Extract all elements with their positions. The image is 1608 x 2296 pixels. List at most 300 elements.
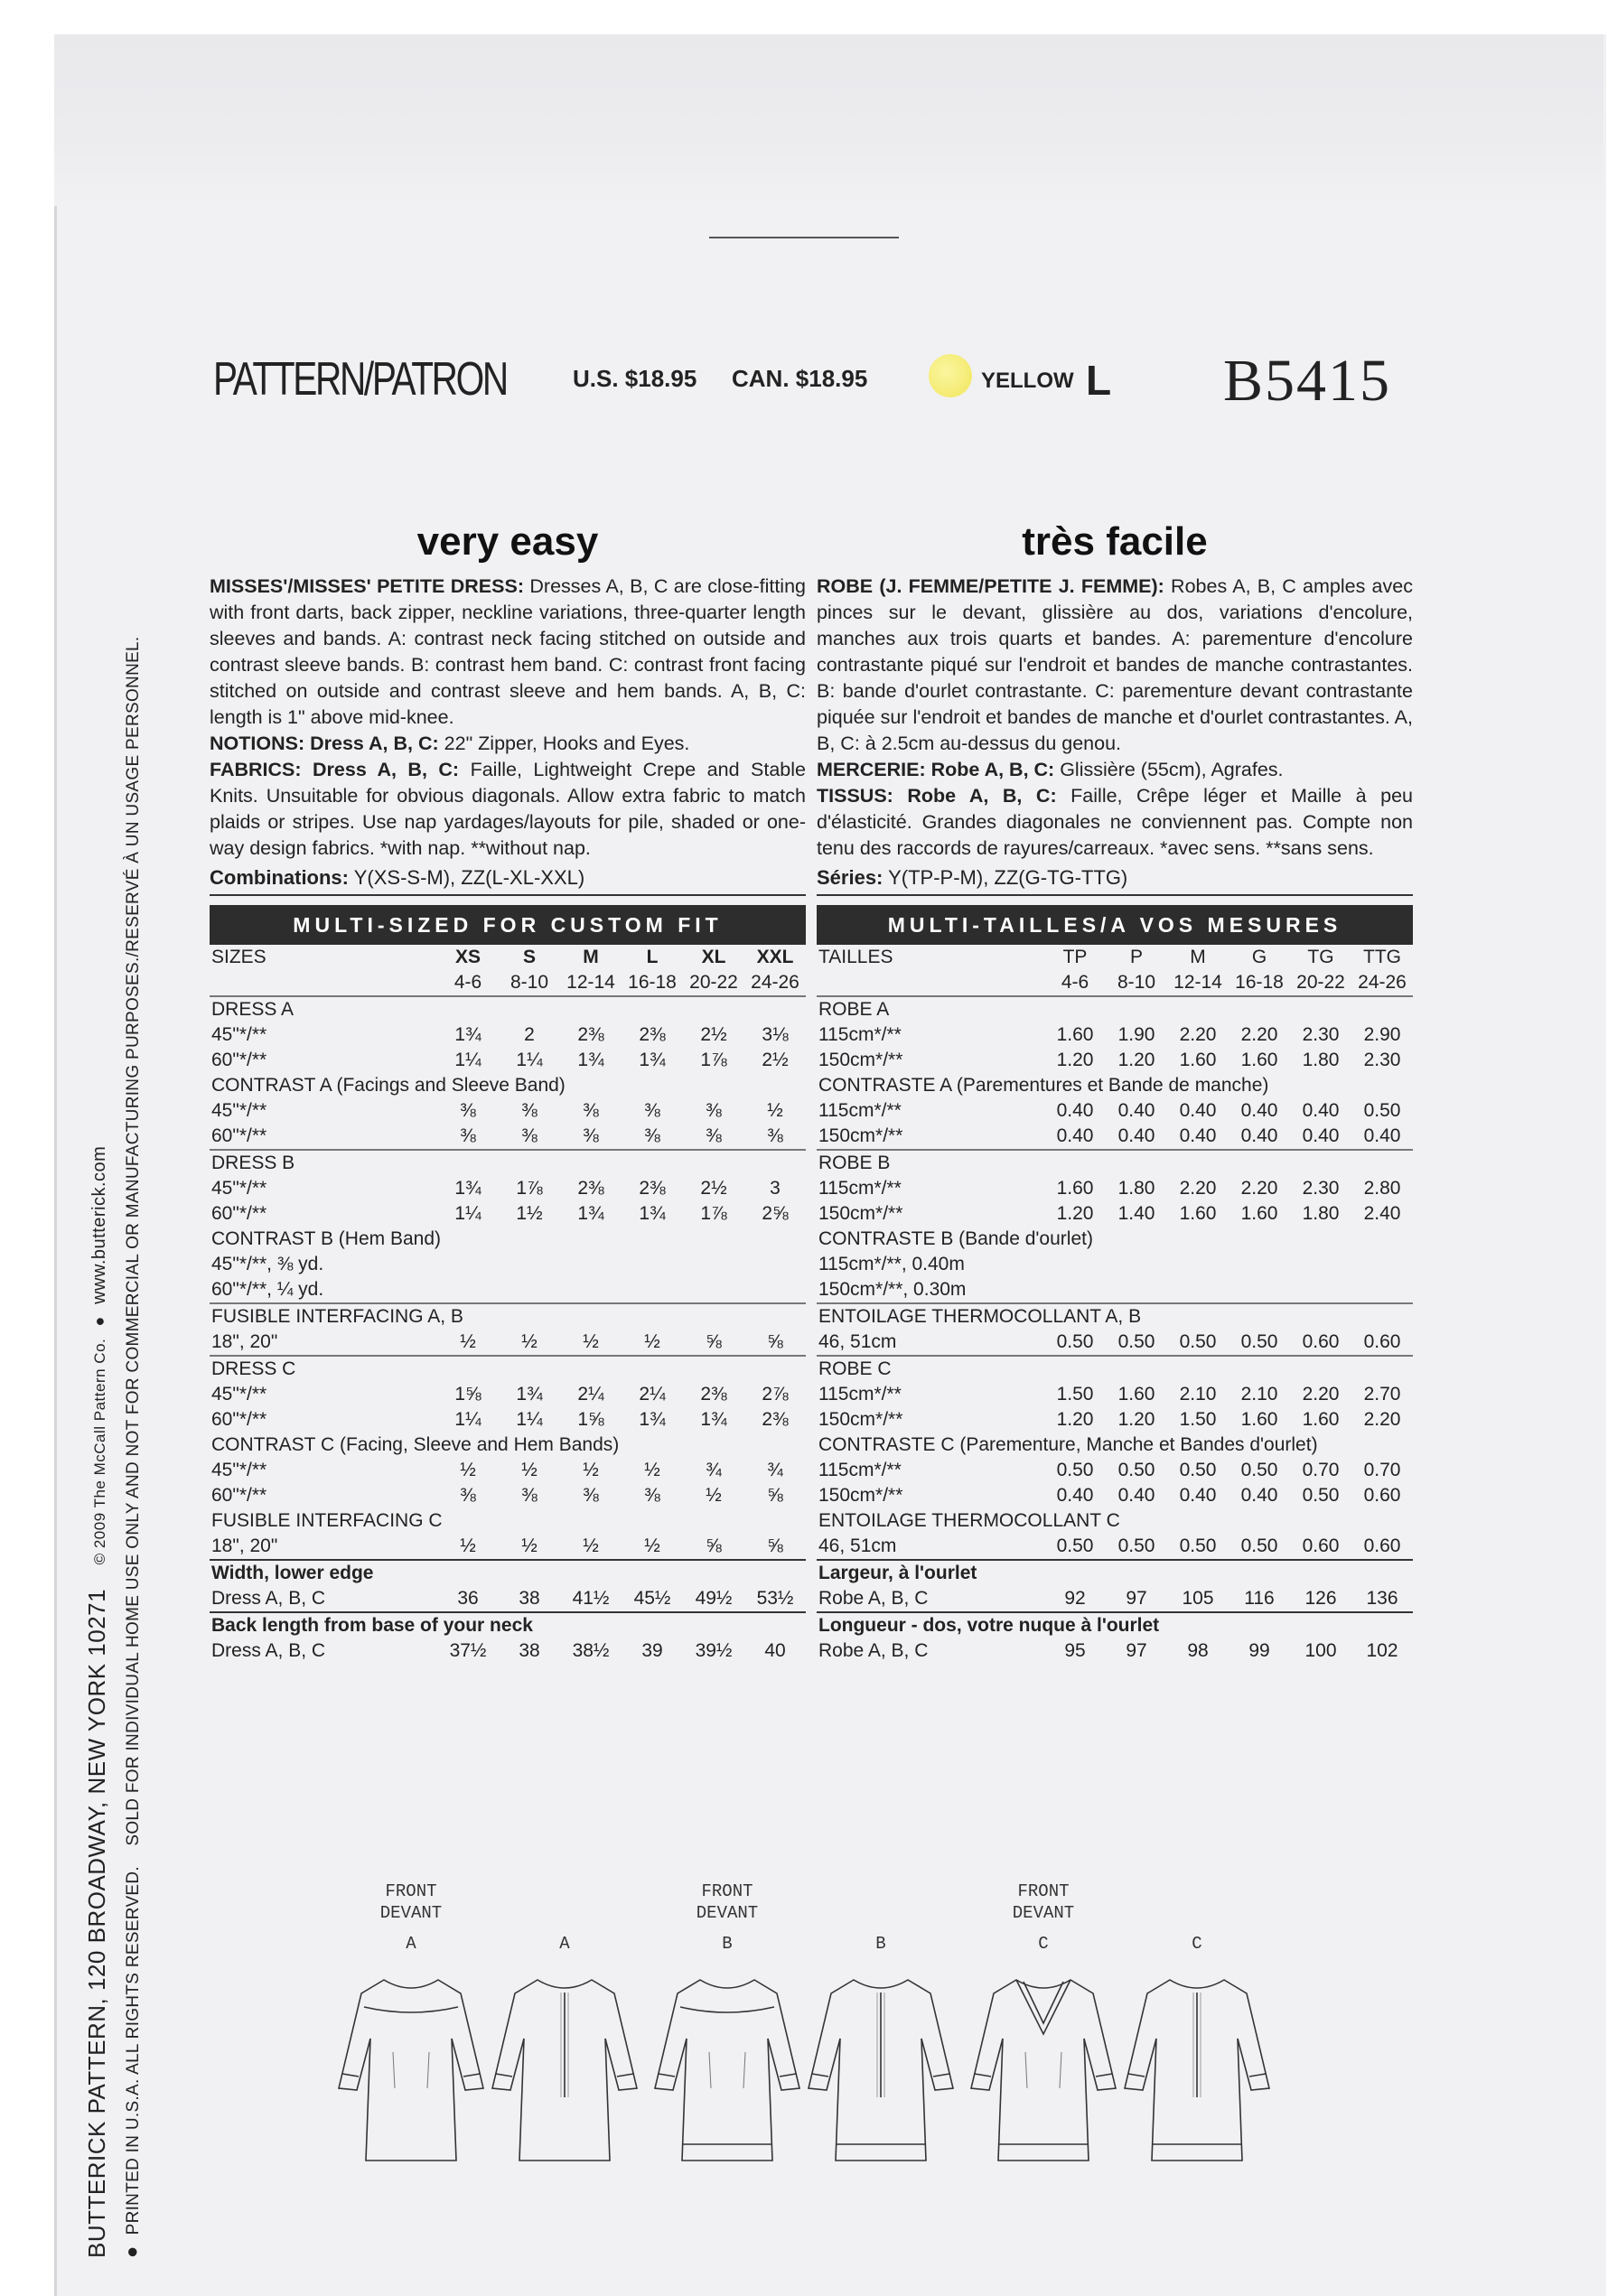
sketch-letter: A bbox=[406, 1934, 416, 1954]
sketch-letter: A bbox=[559, 1934, 570, 1954]
section-label: ROBE C bbox=[817, 1356, 1413, 1382]
size-range: 12-14 bbox=[566, 972, 615, 993]
section-label: Width, lower edge bbox=[210, 1560, 806, 1586]
table-cell: 1¼ bbox=[516, 1409, 543, 1430]
size-header: TP bbox=[1062, 947, 1088, 967]
row-text: 115cm*/**, 0.40m bbox=[818, 1254, 965, 1274]
table-row bbox=[210, 1048, 806, 1073]
table-cell: 0.40 bbox=[1179, 1125, 1217, 1146]
table-cell: 98 bbox=[1187, 1640, 1209, 1661]
table-cell: 38½ bbox=[572, 1640, 610, 1661]
sketch-caption-1: FRONT bbox=[385, 1881, 437, 1901]
size-header: G bbox=[1251, 947, 1267, 967]
table-cell: 1⅝ bbox=[577, 1409, 604, 1430]
table-cell: 0.50 bbox=[1056, 1331, 1094, 1352]
table-cell: 1.60 bbox=[1240, 1203, 1278, 1224]
table-cell: 0.60 bbox=[1363, 1485, 1401, 1506]
fabrics-title: FABRICS: bbox=[210, 759, 302, 780]
table-cell: 1.50 bbox=[1179, 1409, 1217, 1430]
table-cell: ½ bbox=[583, 1535, 599, 1556]
table-cell: ⅝ bbox=[767, 1331, 783, 1352]
combinations-value: Y(XS-S-M), ZZ(L-XL-XXL) bbox=[353, 866, 585, 889]
table-row bbox=[817, 1022, 1413, 1048]
table-cell: 2.30 bbox=[1302, 1178, 1340, 1199]
table-cell: 1.60 bbox=[1179, 1203, 1217, 1224]
row-label: 60"*/** bbox=[211, 1125, 267, 1146]
table-cell: ⅜ bbox=[644, 1100, 660, 1121]
side-imprint bbox=[83, 542, 144, 2258]
table-cell: 126 bbox=[1304, 1588, 1337, 1609]
table-cell: 1¾ bbox=[454, 1024, 481, 1045]
row-label: 115cm*/** bbox=[818, 1024, 902, 1045]
table-cell: 1.20 bbox=[1056, 1409, 1094, 1430]
combinations-label: Séries: bbox=[817, 866, 883, 889]
table-cell: 0.40 bbox=[1056, 1485, 1094, 1506]
table-cell: 3⅛ bbox=[762, 1024, 789, 1045]
front-dart bbox=[709, 2052, 745, 2088]
sketch-caption-2: DEVANT bbox=[379, 1903, 443, 1923]
table-cell: 1.60 bbox=[1240, 1409, 1278, 1430]
sketch-letter: C bbox=[1038, 1934, 1049, 1954]
table-row bbox=[210, 1252, 806, 1277]
color-dot-icon bbox=[929, 354, 972, 397]
table-row bbox=[817, 1483, 1413, 1508]
table-cell: 95 bbox=[1064, 1640, 1086, 1661]
table-cell: 1¼ bbox=[454, 1203, 481, 1224]
table-cell: ⅜ bbox=[706, 1100, 722, 1121]
table-cell: ⅜ bbox=[644, 1485, 660, 1506]
table-row bbox=[817, 1612, 1413, 1638]
section-label: ROBE B bbox=[817, 1150, 1413, 1176]
description-text: Robes A, B, C amples avec pinces sur le devant, glissière au dos, variations d'encolure, manches aux trois quarts et bandes. A: parementure d'encolure contrastante piqué sur l'endroit et bandes de manche contrastantes. B: bande d'ourlet contrastante. C: parementure devant contrastante piquée sur l'endroit et bandes de manche et d'ourlet contrastantes. A, B, C: à 2.5cm au-dessus du genou. bbox=[817, 575, 1413, 754]
table-row bbox=[210, 1073, 806, 1098]
table-cell: 2.20 bbox=[1363, 1409, 1401, 1430]
sketch-view bbox=[641, 1881, 813, 2206]
table-cell: 136 bbox=[1366, 1588, 1398, 1609]
table-row bbox=[210, 1176, 806, 1201]
fabrics bbox=[210, 757, 806, 862]
tear-line bbox=[709, 237, 899, 238]
table-cell: ⅜ bbox=[644, 1125, 660, 1146]
yardage-table-fr bbox=[817, 945, 1413, 1664]
table-cell: 1¾ bbox=[454, 1178, 481, 1199]
table-cell: 0.40 bbox=[1240, 1100, 1278, 1121]
table-cell: 0.50 bbox=[1363, 1100, 1401, 1121]
sketch-letter: B bbox=[722, 1934, 733, 1954]
section-label: DRESS B bbox=[210, 1150, 806, 1176]
table-cell: 100 bbox=[1304, 1640, 1337, 1661]
table-row bbox=[817, 1534, 1413, 1560]
size-letter: L bbox=[1086, 357, 1112, 404]
table-cell: ⅜ bbox=[583, 1125, 599, 1146]
table-row bbox=[210, 1201, 806, 1227]
row-label: 18", 20" bbox=[211, 1331, 278, 1352]
table-cell: 1.20 bbox=[1117, 1050, 1155, 1070]
table-cell: 38 bbox=[519, 1588, 540, 1609]
sleeve-band bbox=[659, 2074, 796, 2077]
sleeve-band bbox=[342, 2074, 480, 2077]
table-cell: 40 bbox=[764, 1640, 786, 1661]
price-us: U.S. $18.95 bbox=[573, 365, 697, 392]
table-row bbox=[210, 1022, 806, 1048]
table-row bbox=[210, 1382, 806, 1407]
dress-sketch-icon bbox=[483, 1953, 646, 2197]
section-label: Longueur - dos, votre nuque à l'ourlet bbox=[817, 1612, 1413, 1638]
sketch-letter: C bbox=[1192, 1934, 1202, 1954]
sketch-letter: B bbox=[875, 1934, 886, 1954]
table-cell: 1.60 bbox=[1240, 1050, 1278, 1070]
row-label: 46, 51cm bbox=[818, 1331, 897, 1352]
row-label: 115cm*/** bbox=[818, 1178, 902, 1199]
section-label: CONTRASTE A (Parementures et Bande de manche) bbox=[818, 1075, 1269, 1096]
size-range: 12-14 bbox=[1173, 972, 1222, 993]
table-cell: ⅜ bbox=[521, 1100, 538, 1121]
table-cell: 92 bbox=[1064, 1588, 1086, 1609]
table-cell: 99 bbox=[1248, 1640, 1270, 1661]
size-range: 16-18 bbox=[628, 972, 677, 993]
table-cell: 97 bbox=[1126, 1640, 1147, 1661]
table-cell: 1.20 bbox=[1056, 1050, 1094, 1070]
table-row bbox=[210, 1098, 806, 1124]
notions-views: Robe A, B, C: bbox=[930, 759, 1055, 780]
table-cell: 1.80 bbox=[1117, 1178, 1155, 1199]
difficulty-heading: très facile bbox=[1022, 519, 1208, 564]
section-label: DRESS A bbox=[210, 996, 806, 1022]
table-cell: 1¾ bbox=[639, 1050, 666, 1070]
dress-sketch-icon bbox=[646, 1953, 809, 2197]
english-column bbox=[210, 519, 806, 1664]
table-cell: 2⅜ bbox=[639, 1178, 666, 1199]
size-header: S bbox=[522, 947, 536, 967]
table-row bbox=[210, 1356, 806, 1382]
table-cell: 1⅞ bbox=[700, 1203, 727, 1224]
table-cell: 45½ bbox=[633, 1588, 671, 1609]
table-cell: 0.60 bbox=[1363, 1535, 1401, 1556]
combinations bbox=[817, 865, 1413, 896]
fabrics-views: Dress A, B, C: bbox=[313, 759, 460, 780]
row-label: 45"*/** bbox=[211, 1024, 267, 1045]
table-cell: 1.80 bbox=[1302, 1050, 1340, 1070]
notions-title: MERCERIE: bbox=[817, 759, 926, 780]
table-cell: 1.60 bbox=[1056, 1178, 1094, 1199]
sketch-caption-2 bbox=[1111, 1902, 1283, 1924]
size-header: M bbox=[583, 947, 599, 967]
table-cell: 1.40 bbox=[1117, 1203, 1155, 1224]
table-cell: 0.60 bbox=[1302, 1331, 1340, 1352]
table-cell: 2.30 bbox=[1363, 1050, 1401, 1070]
fabrics-text: Faille, Lightweight Crepe and Stable Knits. Unsuitable for obvious diagonals. Allow extra fabric to match plaids or stripes. Use nap yardages/layouts for pile, shaded or one-way design fabrics. *with nap. **without nap. bbox=[210, 759, 806, 859]
dress-sketch-icon bbox=[330, 1953, 492, 2197]
table-row bbox=[210, 1124, 806, 1150]
table-row bbox=[210, 1483, 806, 1508]
front-dart bbox=[1025, 2052, 1061, 2088]
section-label: FUSIBLE INTERFACING A, B bbox=[210, 1303, 806, 1330]
table-row bbox=[210, 1508, 806, 1534]
table-cell: 2.40 bbox=[1363, 1203, 1401, 1224]
table-cell: 0.40 bbox=[1179, 1100, 1217, 1121]
table-cell: ⅜ bbox=[521, 1125, 538, 1146]
table-cell: 0.40 bbox=[1302, 1125, 1340, 1146]
row-label: 115cm*/** bbox=[818, 1100, 902, 1121]
table-cell: 2½ bbox=[762, 1050, 789, 1070]
table-cell: ½ bbox=[644, 1331, 660, 1352]
row-label: 150cm*/** bbox=[818, 1125, 903, 1146]
table-cell: 2¼ bbox=[639, 1384, 666, 1405]
combinations-value: Y(TP-P-M), ZZ(G-TG-TTG) bbox=[888, 866, 1128, 889]
table-cell: 105 bbox=[1182, 1588, 1214, 1609]
copyright: © 2009 The McCall Pattern Co. bbox=[91, 1338, 108, 1565]
combinations-label: Combinations: bbox=[210, 866, 349, 889]
row-label: 150cm*/** bbox=[818, 1050, 903, 1070]
table-cell: 0.40 bbox=[1240, 1125, 1278, 1146]
table-cell: 0.40 bbox=[1240, 1485, 1278, 1506]
size-header: L bbox=[646, 947, 659, 967]
table-row bbox=[817, 1586, 1413, 1612]
table-row bbox=[817, 1176, 1413, 1201]
description-text: Dresses A, B, C are close-fitting with front darts, back zipper, neckline variations, three-quarter length sleeves and bands. A: contrast neck facing stitched on outside and contrast sleeve bands. B: contrast hem band. C: contrast front facing stitched on outside and contrast sleeve and hem bands. A, B, C: length is 1" above mid-knee. bbox=[210, 575, 806, 728]
table-cell: ⅜ bbox=[767, 1125, 783, 1146]
table-cell: 2.10 bbox=[1240, 1384, 1278, 1405]
table-cell: 1.60 bbox=[1302, 1409, 1340, 1430]
row-label: 60"*/** bbox=[211, 1409, 267, 1430]
table-row bbox=[817, 1048, 1413, 1073]
description-title: MISSES'/MISSES' PETITE DRESS: bbox=[210, 575, 524, 597]
table-cell: ½ bbox=[644, 1460, 660, 1480]
table-cell: ⅜ bbox=[460, 1100, 476, 1121]
table-cell: 0.50 bbox=[1117, 1535, 1155, 1556]
sketch-view bbox=[1111, 1881, 1283, 2206]
publisher-address: BUTTERICK PATTERN, 120 BROADWAY, NEW YORK 10271 bbox=[83, 1588, 110, 2258]
table-cell: 0.40 bbox=[1056, 1125, 1094, 1146]
dress-sketch-icon bbox=[1116, 1953, 1278, 2197]
dress-outline bbox=[339, 1980, 483, 2161]
size-header: TG bbox=[1307, 947, 1334, 967]
table-cell: 53½ bbox=[756, 1588, 794, 1609]
table-row bbox=[817, 1252, 1413, 1277]
section-label: Largeur, à l'ourlet bbox=[817, 1560, 1413, 1586]
notions-text: Glissière (55cm), Agrafes. bbox=[1060, 759, 1284, 780]
table-cell: 3 bbox=[770, 1178, 781, 1199]
size-header: P bbox=[1129, 947, 1143, 967]
table-cell: 38 bbox=[519, 1640, 540, 1661]
table-cell: 1¼ bbox=[454, 1409, 481, 1430]
table-row bbox=[817, 1277, 1413, 1303]
table-cell: ½ bbox=[521, 1331, 538, 1352]
sketch-caption-1: FRONT bbox=[701, 1881, 753, 1901]
table-cell: 1⅞ bbox=[516, 1178, 543, 1199]
table-cell: 0.50 bbox=[1179, 1535, 1217, 1556]
table-cell: 0.40 bbox=[1117, 1125, 1155, 1146]
table-cell: 0.70 bbox=[1302, 1460, 1340, 1480]
row-label: Robe A, B, C bbox=[818, 1640, 929, 1661]
table-row bbox=[210, 1150, 806, 1176]
table-cell: 0.50 bbox=[1302, 1485, 1340, 1506]
table-cell: 1½ bbox=[516, 1203, 543, 1224]
size-range: 20-22 bbox=[1296, 972, 1345, 993]
description bbox=[210, 574, 806, 731]
sketch-view bbox=[795, 1881, 967, 2206]
row-text: 150cm*/**, 0.30m bbox=[818, 1279, 967, 1300]
table-cell: 1.20 bbox=[1056, 1203, 1094, 1224]
table-row bbox=[817, 945, 1413, 970]
sketch-view bbox=[479, 1881, 650, 2206]
table-cell: ½ bbox=[460, 1331, 476, 1352]
table-cell: 1¾ bbox=[516, 1384, 543, 1405]
sketch-caption-2: DEVANT bbox=[1012, 1903, 1075, 1923]
table-row bbox=[817, 1330, 1413, 1356]
table-cell: 1¼ bbox=[454, 1050, 481, 1070]
table-cell: 49½ bbox=[695, 1588, 733, 1609]
table-row bbox=[210, 1303, 806, 1330]
sketch-caption-1: FRONT bbox=[1017, 1881, 1070, 1901]
table-cell: 2⅜ bbox=[700, 1384, 727, 1405]
table-row bbox=[817, 1150, 1413, 1176]
price-can: CAN. $18.95 bbox=[732, 365, 868, 392]
table-cell: 1¾ bbox=[639, 1203, 666, 1224]
table-cell: 2.20 bbox=[1240, 1024, 1278, 1045]
table-cell: 2⅜ bbox=[577, 1024, 604, 1045]
row-label: Dress A, B, C bbox=[211, 1588, 326, 1609]
table-cell: 0.40 bbox=[1179, 1485, 1217, 1506]
table-cell: 0.40 bbox=[1056, 1100, 1094, 1121]
section-label: DRESS C bbox=[210, 1356, 806, 1382]
row-label: 115cm*/** bbox=[818, 1384, 902, 1405]
row-text: 60"*/**, ¼ yd. bbox=[211, 1279, 324, 1300]
table-row bbox=[817, 1638, 1413, 1664]
notions-views: Dress A, B, C: bbox=[310, 733, 439, 754]
row-label: Robe A, B, C bbox=[818, 1588, 929, 1609]
garment-sketches bbox=[325, 1881, 1445, 2206]
table-row bbox=[817, 1560, 1413, 1586]
table-row bbox=[817, 1458, 1413, 1483]
size-range: 4-6 bbox=[453, 972, 482, 993]
table-row bbox=[817, 1073, 1413, 1098]
table-cell: ½ bbox=[460, 1535, 476, 1556]
sketch-view bbox=[958, 1881, 1129, 2206]
size-range: 16-18 bbox=[1235, 972, 1284, 993]
table-cell: 2⅜ bbox=[639, 1024, 666, 1045]
notions-title: NOTIONS: bbox=[210, 733, 305, 754]
row-label: 45"*/** bbox=[211, 1178, 267, 1199]
envelope-header bbox=[213, 348, 1424, 425]
table-cell: 2 bbox=[524, 1024, 535, 1045]
yardage-table-en bbox=[210, 945, 806, 1664]
row-label: 150cm*/** bbox=[818, 1485, 903, 1506]
section-label: CONTRAST A (Facings and Sleeve Band) bbox=[211, 1075, 566, 1096]
table-row bbox=[817, 1201, 1413, 1227]
table-cell: ⅝ bbox=[767, 1535, 783, 1556]
table-cell: ¾ bbox=[767, 1460, 783, 1480]
table-row bbox=[210, 1560, 806, 1586]
row-text: 45"*/**, ⅜ yd. bbox=[211, 1254, 324, 1274]
table-row bbox=[210, 970, 806, 996]
table-cell: 1.60 bbox=[1056, 1024, 1094, 1045]
size-range: 20-22 bbox=[689, 972, 738, 993]
table-cell: ⅜ bbox=[460, 1125, 476, 1146]
table-row bbox=[817, 1356, 1413, 1382]
row-label: Dress A, B, C bbox=[211, 1640, 326, 1661]
dress-sketch-icon bbox=[799, 1953, 962, 2197]
table-cell: 0.50 bbox=[1117, 1460, 1155, 1480]
french-column bbox=[817, 519, 1413, 1664]
table-cell: 2.20 bbox=[1179, 1178, 1217, 1199]
table-cell: 1.60 bbox=[1179, 1050, 1217, 1070]
table-cell: ½ bbox=[583, 1460, 599, 1480]
table-cell: 0.70 bbox=[1363, 1460, 1401, 1480]
table-cell: ⅜ bbox=[460, 1485, 476, 1506]
table-cell: 36 bbox=[457, 1588, 479, 1609]
row-label: 60"*/** bbox=[211, 1203, 267, 1224]
sketch-caption-1 bbox=[1111, 1881, 1283, 1902]
table-cell: 1⅝ bbox=[454, 1384, 481, 1405]
dress-outline bbox=[971, 1980, 1116, 2161]
table-row bbox=[817, 1303, 1413, 1330]
table-cell: 0.50 bbox=[1240, 1535, 1278, 1556]
table-cell: 0.50 bbox=[1240, 1460, 1278, 1480]
table-cell: 37½ bbox=[449, 1640, 487, 1661]
table-cell: 1.80 bbox=[1302, 1203, 1340, 1224]
table-row bbox=[817, 1227, 1413, 1252]
table-cell: ⅜ bbox=[583, 1485, 599, 1506]
table-row bbox=[210, 1458, 806, 1483]
table-row bbox=[210, 1534, 806, 1560]
website: www.butterick.com bbox=[89, 1145, 109, 1304]
table-cell: ⅜ bbox=[583, 1100, 599, 1121]
table-row bbox=[210, 1407, 806, 1433]
size-header: XXL bbox=[756, 947, 794, 967]
table-cell: 102 bbox=[1366, 1640, 1398, 1661]
row-label: 150cm*/** bbox=[818, 1409, 903, 1430]
table-cell: 2½ bbox=[700, 1024, 727, 1045]
neck-facing bbox=[364, 2007, 458, 2012]
pattern-label: PATTERN/PATRON bbox=[213, 353, 507, 406]
table-cell: ½ bbox=[460, 1460, 476, 1480]
notions bbox=[817, 757, 1413, 783]
fabrics-text: Faille, Crêpe léger et Maille à peu d'élasticité. Grandes diagonales ne conviennent pas. Compte non tenu des raccords de rayures/carreaux. *avec sens. **sans sens. bbox=[817, 785, 1414, 859]
table-row bbox=[817, 970, 1413, 996]
size-header: XL bbox=[701, 947, 726, 967]
sketch-view bbox=[325, 1881, 497, 2206]
table-cell: 0.40 bbox=[1117, 1100, 1155, 1121]
notions bbox=[210, 731, 806, 757]
usage-notice: SOLD FOR INDIVIDUAL HOME USE ONLY AND NOT FOR COMMERCIAL OR MANUFACTURING PURPOSES./RESERVÉ À UN USAGE PERSONNEL. bbox=[124, 636, 143, 1846]
table-row bbox=[210, 1330, 806, 1356]
table-cell: ⅝ bbox=[706, 1331, 722, 1352]
table-cell: 1.20 bbox=[1117, 1409, 1155, 1430]
sketch-caption-2 bbox=[479, 1902, 650, 1924]
sketch-caption-2: DEVANT bbox=[696, 1903, 759, 1923]
table-cell: 0.50 bbox=[1117, 1331, 1155, 1352]
row-label: 45"*/** bbox=[211, 1384, 267, 1405]
table-row bbox=[210, 1612, 806, 1638]
table-row bbox=[210, 1586, 806, 1612]
section-label: CONTRAST B (Hem Band) bbox=[211, 1228, 441, 1249]
row-label: 115cm*/** bbox=[818, 1460, 902, 1480]
table-cell: 39 bbox=[641, 1640, 663, 1661]
table-cell: 0.50 bbox=[1240, 1331, 1278, 1352]
table-cell: 2⅜ bbox=[577, 1178, 604, 1199]
table-cell: 1.60 bbox=[1117, 1384, 1155, 1405]
table-cell: 0.60 bbox=[1302, 1535, 1340, 1556]
table-cell: 2.20 bbox=[1240, 1178, 1278, 1199]
table-row bbox=[817, 1407, 1413, 1433]
size-range: 24-26 bbox=[751, 972, 799, 993]
section-label: CONTRAST C (Facing, Sleeve and Hem Bands) bbox=[211, 1434, 620, 1455]
table-row bbox=[210, 1277, 806, 1303]
table-cell: 1¾ bbox=[577, 1203, 604, 1224]
table-row bbox=[210, 945, 806, 970]
table-cell: 2.30 bbox=[1302, 1024, 1340, 1045]
